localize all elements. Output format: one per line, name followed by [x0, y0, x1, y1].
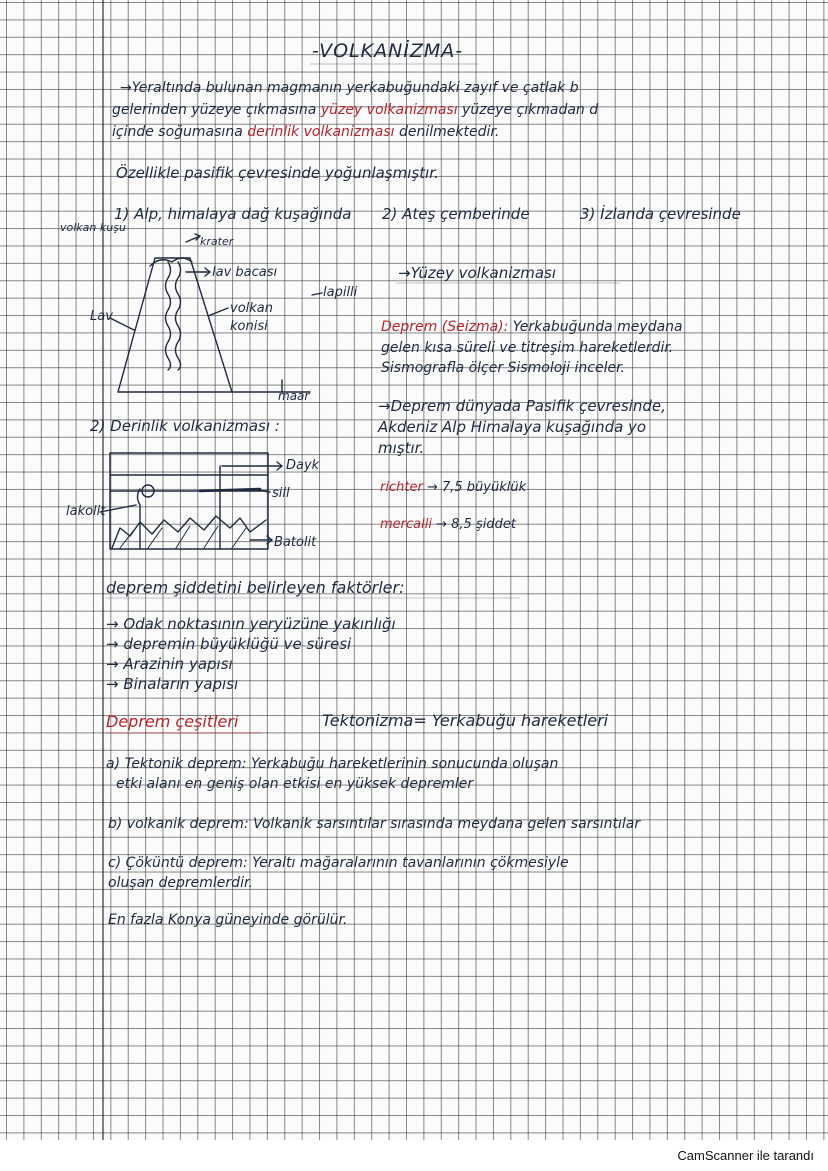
factor-item: → Arazinin yapısı: [106, 655, 233, 673]
type-c-line-1: c) Çöküntü deprem: Yeraltı mağaralarının tavanlarının çökmesiyle: [108, 855, 569, 871]
label-krater: krater: [200, 235, 234, 248]
belt-2: 2) Ateş çemberinde: [382, 205, 530, 223]
volcano-cone-outline: [118, 258, 232, 392]
lakolit-arrow: [100, 505, 136, 512]
volkan-konisi-arrow: [208, 308, 228, 316]
earthquake-world-line-1: →Deprem dünyada Pasifik çevresinde,: [378, 397, 666, 415]
lapilli-dash: [312, 293, 322, 295]
label-maar: maar: [278, 389, 310, 403]
mercalli-value: → 8,5 şiddet: [436, 517, 516, 532]
label-lav: Lav: [90, 309, 113, 324]
type-a-line-2: etki alanı en geniş olan etkisi en yüksek depremler: [116, 776, 474, 792]
page-title: -VOLKANİZMA-: [312, 40, 464, 62]
mercalli-label: mercalli: [380, 517, 432, 532]
intro-line-2-text-a: gelerinden yüzeye çıkmasına: [112, 102, 321, 118]
scanner-watermark: CamScanner ile tarandı: [677, 1148, 814, 1163]
intro-line-2-text-b: yüzeye çıkmadan d: [457, 102, 599, 118]
richter-label: richter: [380, 480, 423, 495]
intro-line-3-text-a: içinde soğumasına: [112, 124, 248, 140]
lav-pointer: [110, 318, 134, 330]
factor-item: → depremin büyüklüğü ve süresi: [106, 635, 352, 653]
deep-volcanism-term: derinlik volkanizması: [247, 124, 395, 140]
crater-rim: [150, 258, 192, 266]
earthquake-types-heading: Deprem çeşitleri: [106, 712, 239, 731]
label-lakolit: lakolit: [66, 504, 106, 519]
pacific-note: Özellikle pasifik çevresinde yoğunlaşmıştır.: [116, 164, 439, 182]
richter-value: → 7,5 büyüklük: [426, 480, 527, 495]
surface-volcanism-term: yüzey volkanizması: [320, 102, 458, 118]
label-sill: sill: [272, 486, 290, 501]
type-c-line-2: oluşan depremlerdir.: [108, 875, 253, 891]
konya-note: En fazla Konya güneyinde görülür.: [108, 912, 348, 928]
volcano-belt-side-label: volkan kuşu: [60, 221, 126, 234]
factors-heading: deprem şiddetini belirleyen faktörler:: [106, 578, 405, 597]
belt-3: 3) İzlanda çevresinde: [580, 205, 741, 223]
label-lav-bacasi: lav bacası: [212, 265, 278, 280]
tektonizma-note: Tektonizma= Yerkabuğu hareketleri: [322, 711, 609, 730]
label-volkan: volkan: [230, 301, 273, 316]
surface-volcano-sketch: [110, 234, 322, 392]
earthquake-world-line-2: Akdeniz Alp Himalaya kuşağında yo: [378, 418, 647, 436]
intro-line-3-text-b: denilmektedir.: [394, 124, 500, 140]
type-b-line-1: b) volkanik deprem: Volkanik sarsıntılar sırasında meydana gelen sarsıntılar: [108, 816, 641, 832]
earthquake-term: Deprem (Seizma):: [381, 319, 509, 335]
label-konisi: konisi: [230, 319, 268, 334]
earthquake-definition-line-3: Sismografla ölçer Sismoloji inceler.: [381, 360, 625, 376]
intro-line-1: →Yeraltında bulunan magmanın yerkabuğundaki zayıf ve çatlak b: [120, 80, 579, 96]
earthquake-definition-rest: Yerkabuğunda meydana: [508, 319, 683, 335]
label-dayk: Dayk: [286, 458, 320, 473]
deep-volcanism-sketch: [100, 453, 282, 549]
earthquake-world-line-3: mıştır.: [378, 439, 425, 457]
surface-volcanism-heading: →Yüzey volkanizması: [398, 264, 557, 282]
belt-1: 1) Alp, himalaya dağ kuşağında: [114, 205, 352, 223]
lava-conduit-2: [176, 262, 181, 370]
lava-conduit: [166, 262, 171, 370]
deep-volcanism-heading: 2) Derinlik volkanizması :: [90, 417, 280, 435]
earthquake-definition-line-2: gelen kısa süreli ve titreşim hareketlerdir.: [381, 340, 674, 356]
crust-block: [110, 453, 268, 549]
label-lapilli: lapilli: [323, 285, 358, 300]
label-batolit: Batolit: [274, 535, 317, 550]
batolit-hatch: [120, 526, 246, 548]
factor-item: → Odak noktasının yeryüzüne yakınlığı: [106, 615, 396, 633]
lakolit-conduit: [138, 489, 141, 548]
type-a-line-1: a) Tektonik deprem: Yerkabuğu hareketlerinin sonucunda oluşan: [106, 756, 559, 772]
factor-item: → Binaların yapısı: [106, 675, 239, 693]
